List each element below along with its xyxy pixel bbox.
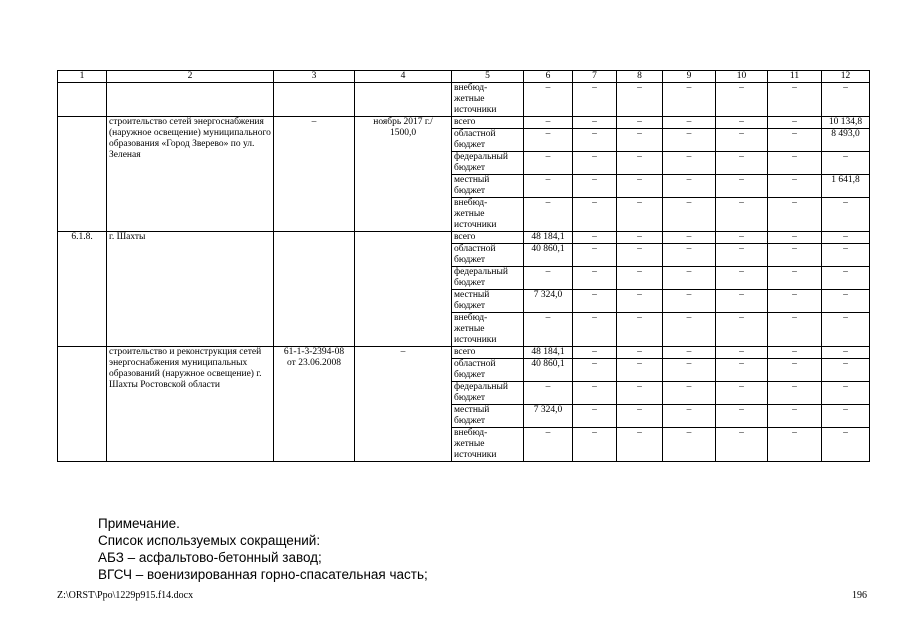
value-cell: –: [716, 347, 768, 359]
value-cell: –: [617, 175, 663, 198]
funding-source-cell: внебюд- жетные источники: [452, 313, 524, 347]
value-cell: –: [716, 359, 768, 382]
value-cell: –: [663, 83, 716, 117]
value-cell: –: [663, 117, 716, 129]
value-cell: –: [573, 198, 617, 232]
value-cell: –: [822, 244, 870, 267]
value-cell: –: [617, 232, 663, 244]
value-cell: –: [768, 347, 822, 359]
value-cell: –: [573, 117, 617, 129]
value-cell: 7 324,0: [524, 290, 573, 313]
funding-source-cell: всего: [452, 347, 524, 359]
value-cell: –: [716, 117, 768, 129]
value-cell: –: [716, 405, 768, 428]
item-name-cell: строительство и реконструкция сетей энергоснабжения муниципальных образований (наружное освещение) г. Шахты Ростовской области: [107, 347, 274, 462]
value-cell: –: [822, 428, 870, 462]
column-header: 11: [768, 71, 822, 83]
value-cell: –: [663, 428, 716, 462]
footer-page-number: 196: [852, 590, 867, 601]
value-cell: –: [663, 267, 716, 290]
funding-source-cell: местный бюджет: [452, 175, 524, 198]
value-cell: –: [573, 290, 617, 313]
value-cell: –: [822, 313, 870, 347]
value-cell: –: [822, 405, 870, 428]
value-cell: –: [524, 83, 573, 117]
value-cell: 8 493,0: [822, 129, 870, 152]
value-cell: –: [768, 382, 822, 405]
date-cell: [355, 83, 452, 117]
funding-source-cell: областной бюджет: [452, 244, 524, 267]
value-cell: –: [716, 83, 768, 117]
value-cell: 48 184,1: [524, 347, 573, 359]
value-cell: –: [768, 313, 822, 347]
item-number-cell: [58, 117, 107, 232]
value-cell: –: [716, 129, 768, 152]
item-name-cell: г. Шахты: [107, 232, 274, 347]
value-cell: –: [617, 198, 663, 232]
value-cell: –: [716, 267, 768, 290]
value-cell: –: [573, 83, 617, 117]
notes-heading: Примечание.: [98, 516, 180, 531]
value-cell: –: [524, 152, 573, 175]
value-cell: –: [663, 405, 716, 428]
column-header-row: [58, 71, 870, 83]
value-cell: –: [617, 428, 663, 462]
value-cell: –: [663, 152, 716, 175]
funding-source-cell: внебюд- жетные источники: [452, 83, 524, 117]
value-cell: –: [617, 313, 663, 347]
funding-source-cell: областной бюджет: [452, 359, 524, 382]
column-header: 5: [452, 71, 524, 83]
value-cell: –: [573, 359, 617, 382]
value-cell: –: [524, 129, 573, 152]
value-cell: –: [768, 232, 822, 244]
value-cell: –: [768, 175, 822, 198]
footer-file-path: Z:\ORST\Ppo\1229p915.f14.docx: [57, 590, 194, 601]
value-cell: –: [573, 313, 617, 347]
value-cell: –: [716, 175, 768, 198]
value-cell: –: [822, 267, 870, 290]
value-cell: –: [617, 117, 663, 129]
column-header: 12: [822, 71, 870, 83]
value-cell: 40 860,1: [524, 244, 573, 267]
value-cell: –: [524, 382, 573, 405]
funding-source-cell: местный бюджет: [452, 405, 524, 428]
value-cell: –: [716, 313, 768, 347]
date-cell: ноябрь 2017 г./ 1500,0: [355, 117, 452, 232]
notes-section: [98, 515, 428, 583]
value-cell: –: [716, 382, 768, 405]
notes-line: Список используемых сокращений:: [98, 533, 321, 548]
value-cell: –: [524, 428, 573, 462]
document-cell: [274, 232, 355, 347]
value-cell: –: [663, 232, 716, 244]
value-cell: –: [617, 152, 663, 175]
document-cell: [274, 83, 355, 117]
funding-source-cell: внебюд- жетные источники: [452, 428, 524, 462]
column-header: 6: [524, 71, 573, 83]
funding-source-cell: федеральный бюджет: [452, 382, 524, 405]
value-cell: –: [573, 267, 617, 290]
value-cell: –: [716, 428, 768, 462]
column-header: 7: [573, 71, 617, 83]
value-cell: –: [716, 232, 768, 244]
value-cell: –: [573, 175, 617, 198]
value-cell: –: [617, 382, 663, 405]
column-header: 10: [716, 71, 768, 83]
table-row: [58, 83, 870, 117]
value-cell: 10 134,8: [822, 117, 870, 129]
funding-source-cell: внебюд- жетные источники: [452, 198, 524, 232]
table-row: [58, 232, 870, 244]
item-number-cell: [58, 83, 107, 117]
value-cell: –: [617, 83, 663, 117]
value-cell: –: [822, 347, 870, 359]
value-cell: 48 184,1: [524, 232, 573, 244]
value-cell: –: [524, 198, 573, 232]
value-cell: –: [573, 347, 617, 359]
value-cell: –: [663, 290, 716, 313]
value-cell: –: [822, 152, 870, 175]
value-cell: –: [768, 152, 822, 175]
funding-source-cell: федеральный бюджет: [452, 152, 524, 175]
value-cell: –: [663, 129, 716, 152]
funding-source-cell: всего: [452, 232, 524, 244]
date-cell: –: [355, 347, 452, 462]
item-number-cell: [58, 347, 107, 462]
value-cell: –: [716, 290, 768, 313]
value-cell: –: [573, 152, 617, 175]
table-row: [58, 347, 870, 359]
value-cell: –: [768, 267, 822, 290]
item-name-cell: [107, 83, 274, 117]
value-cell: –: [663, 198, 716, 232]
column-header: 2: [107, 71, 274, 83]
value-cell: –: [822, 198, 870, 232]
value-cell: –: [617, 405, 663, 428]
value-cell: –: [822, 382, 870, 405]
funding-source-cell: местный бюджет: [452, 290, 524, 313]
value-cell: –: [617, 129, 663, 152]
value-cell: –: [822, 359, 870, 382]
item-name-cell: строительство сетей энергоснабжения (наружное освещение) муниципального образования «Город Зверево» по ул. Зеленая: [107, 117, 274, 232]
value-cell: –: [524, 175, 573, 198]
value-cell: 1 641,8: [822, 175, 870, 198]
value-cell: –: [573, 382, 617, 405]
value-cell: –: [663, 244, 716, 267]
column-header: 9: [663, 71, 716, 83]
table-row: [58, 117, 870, 129]
value-cell: –: [573, 232, 617, 244]
value-cell: –: [617, 359, 663, 382]
value-cell: –: [573, 129, 617, 152]
value-cell: 40 860,1: [524, 359, 573, 382]
value-cell: 7 324,0: [524, 405, 573, 428]
column-header: 1: [58, 71, 107, 83]
column-header: 3: [274, 71, 355, 83]
table-body: [58, 83, 870, 462]
value-cell: –: [617, 347, 663, 359]
document-cell: –: [274, 117, 355, 232]
funding-source-cell: всего: [452, 117, 524, 129]
value-cell: –: [768, 129, 822, 152]
value-cell: –: [663, 175, 716, 198]
value-cell: –: [822, 290, 870, 313]
value-cell: –: [663, 347, 716, 359]
value-cell: –: [768, 244, 822, 267]
value-cell: –: [768, 117, 822, 129]
data-table: [57, 70, 870, 462]
value-cell: –: [716, 244, 768, 267]
table-header: [58, 71, 870, 83]
value-cell: –: [663, 382, 716, 405]
value-cell: –: [716, 152, 768, 175]
value-cell: –: [663, 313, 716, 347]
value-cell: –: [768, 359, 822, 382]
column-header: 4: [355, 71, 452, 83]
value-cell: –: [822, 232, 870, 244]
value-cell: –: [822, 83, 870, 117]
column-header: 8: [617, 71, 663, 83]
value-cell: –: [768, 198, 822, 232]
value-cell: –: [663, 359, 716, 382]
date-cell: [355, 232, 452, 347]
value-cell: –: [617, 267, 663, 290]
value-cell: –: [716, 198, 768, 232]
value-cell: –: [617, 290, 663, 313]
value-cell: –: [524, 313, 573, 347]
document-cell: 61-1-3-2394-08 от 23.06.2008: [274, 347, 355, 462]
value-cell: –: [617, 244, 663, 267]
funding-source-cell: областной бюджет: [452, 129, 524, 152]
value-cell: –: [573, 428, 617, 462]
value-cell: –: [524, 267, 573, 290]
value-cell: –: [768, 290, 822, 313]
notes-line: АБЗ – асфальтово-бетонный завод;: [98, 550, 322, 565]
value-cell: –: [573, 405, 617, 428]
funding-source-cell: федеральный бюджет: [452, 267, 524, 290]
value-cell: –: [524, 117, 573, 129]
value-cell: –: [768, 428, 822, 462]
item-number-cell: 6.1.8.: [58, 232, 107, 347]
value-cell: –: [768, 83, 822, 117]
value-cell: –: [768, 405, 822, 428]
notes-line: ВГСЧ – военизированная горно-спасательная часть;: [98, 567, 428, 582]
value-cell: –: [573, 244, 617, 267]
